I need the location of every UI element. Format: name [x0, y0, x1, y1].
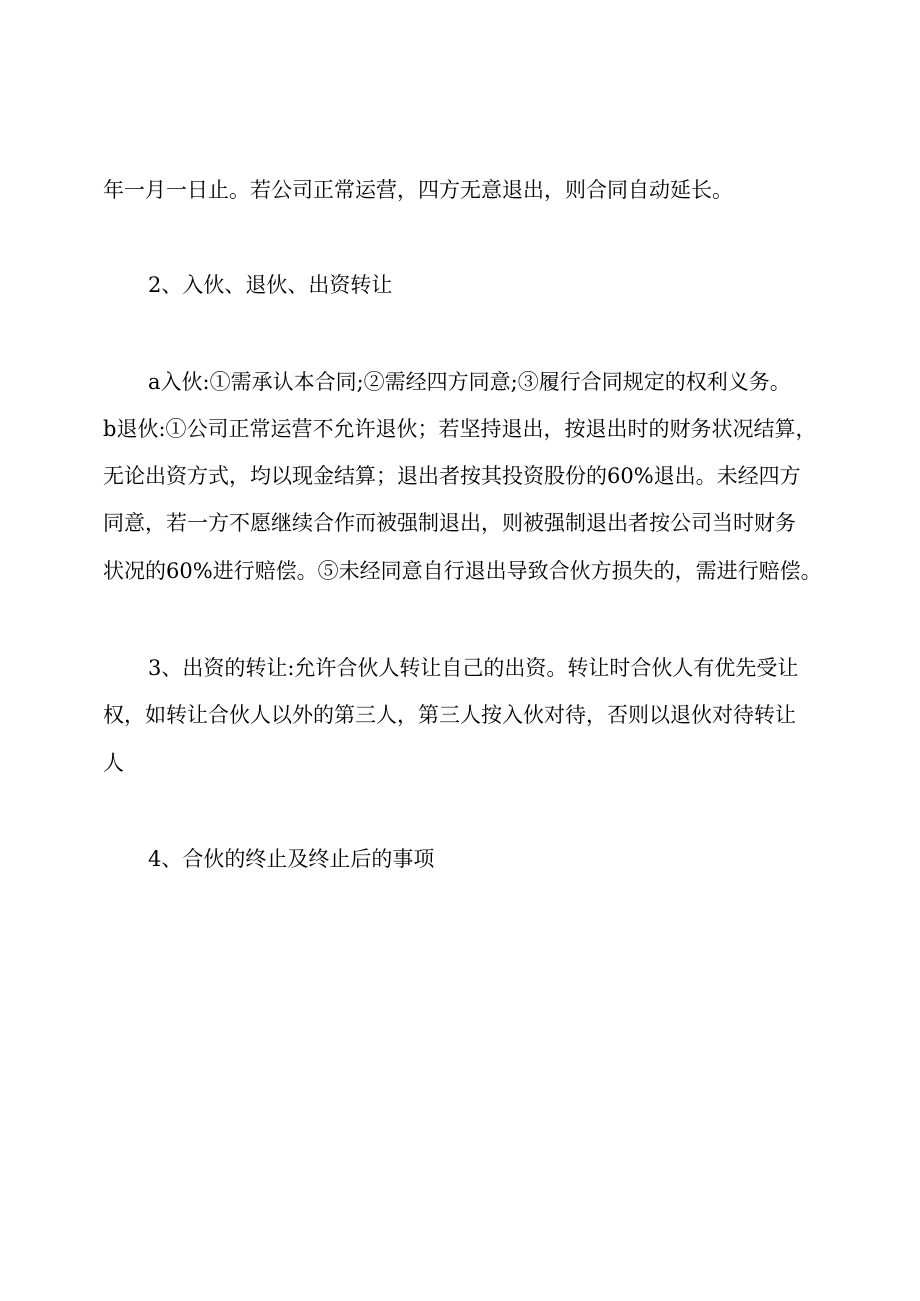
- section-3-transfer-line-3: 人: [103, 751, 124, 775]
- paragraph-term-end-line: 年一月一日止。若公司正常运营，四方无意退出，则合同自动延长。: [103, 178, 733, 202]
- clause-a-joining: a入伙:①需承认本合同;②需经四方同意;③履行合同规定的权利义务。: [148, 370, 791, 394]
- clause-b-withdrawal-line-1: b退伙:①公司正常运营不允许退伙；若坚持退出，按退出时的财务状况结算，: [103, 417, 817, 441]
- clause-b-withdrawal-line-3: 同意，若一方不愿继续合作而被强制退出，则被强制退出者按公司当时财务: [103, 511, 796, 535]
- clause-b-withdrawal-line-4: 状况的60%进行赔偿。⑤未经同意自行退出导致合伙方损失的，需进行赔偿。: [103, 559, 822, 583]
- section-3-transfer-line-1: 3、出资的转让:允许合伙人转让自己的出资。转让时合伙人有优先受让: [148, 656, 799, 680]
- section-heading-2: 2、入伙、退伙、出资转让: [148, 273, 393, 297]
- section-3-transfer-line-2: 权，如转让合伙人以外的第三人，第三人按入伙对待，否则以退伙对待转让: [103, 703, 796, 727]
- section-heading-4: 4、合伙的终止及终止后的事项: [148, 847, 435, 871]
- clause-b-withdrawal-line-2: 无论出资方式，均以现金结算；退出者按其投资股份的60%退出。未经四方: [103, 464, 801, 488]
